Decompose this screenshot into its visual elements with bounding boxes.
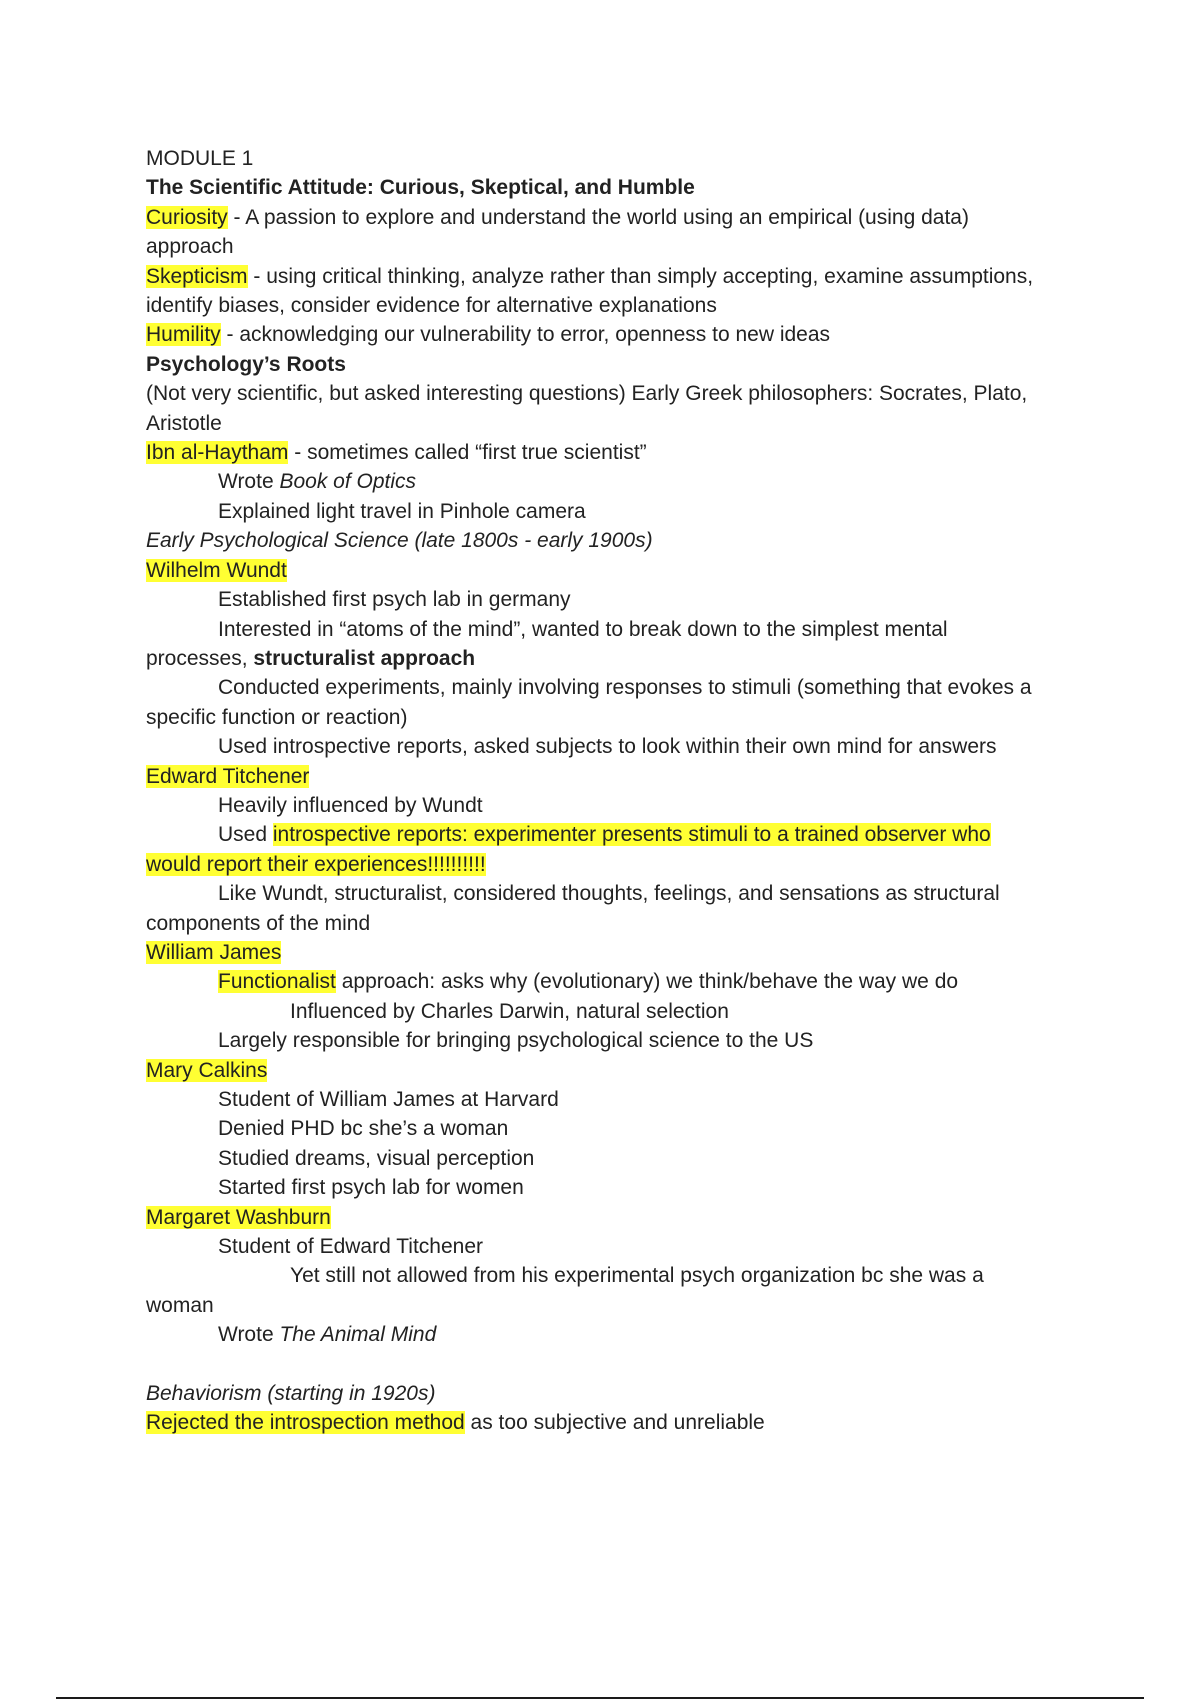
processes-prefix: processes, — [146, 646, 254, 670]
wrote-prefix-washburn: Wrote — [218, 1323, 280, 1347]
wundt-experiments: Conducted experiments, mainly involving responses to stimuli (something that evokes a — [218, 676, 1032, 700]
early-psych-science-heading: Early Psychological Science (late 1800s - early 1900s) — [146, 529, 653, 553]
rejected-rest: as too subjective and unreliable — [464, 1411, 765, 1435]
james-us: Largely responsible for bringing psychological science to the US — [218, 1029, 814, 1053]
functionalist-approach: approach: asks why (evolutionary) we think/behave the way we do — [335, 970, 959, 994]
titchener-name: Edward Titchener — [146, 764, 310, 788]
calkins-name: Mary Calkins — [146, 1058, 268, 1082]
james-darwin: Influenced by Charles Darwin, natural selection — [290, 999, 729, 1023]
rejected-line — [146, 1408, 1106, 1437]
document-body — [146, 144, 1106, 1438]
titchener-line — [146, 762, 1106, 791]
wundt-line — [146, 556, 1106, 585]
skepticism-definition: - using critical thinking, analyze rather than simply accepting, examine assumptions, — [247, 264, 1034, 288]
haytham-description: - sometimes called “first true scientist” — [288, 441, 647, 465]
roots-text: (Not very scientific, but asked interesting questions) Early Greek philosophers: Socrates, Plato, — [146, 382, 1028, 406]
calkins-phd: Denied PHD bc she’s a woman — [218, 1117, 509, 1141]
washburn-line — [146, 1203, 1106, 1232]
wundt-lab: Established first psych lab in germany — [218, 588, 571, 612]
wundt-processes — [146, 644, 1106, 673]
module-label: MODULE 1 — [146, 147, 254, 170]
washburn-not-allowed-cont: woman — [146, 1293, 214, 1317]
blank-line — [146, 1350, 1106, 1379]
curiosity-line — [146, 203, 1106, 232]
wundt-name: Wilhelm Wundt — [146, 558, 287, 582]
haytham-line — [146, 438, 1106, 467]
washburn-wrote — [146, 1320, 1106, 1349]
skepticism-line — [146, 262, 1106, 291]
the-animal-mind: The Animal Mind — [279, 1323, 437, 1347]
skepticism-term: Skepticism — [146, 264, 248, 288]
skepticism-definition-cont: identify biases, consider evidence for alternative explanations — [146, 294, 717, 318]
curiosity-definition-cont: approach — [146, 235, 234, 259]
james-name: William James — [146, 940, 282, 964]
page-bottom-rule — [56, 1697, 1144, 1699]
calkins-line — [146, 1056, 1106, 1085]
heading-psychology-roots: Psychology’s Roots — [146, 352, 346, 376]
wundt-atoms: Interested in “atoms of the mind”, wanted to break down to the simplest mental — [218, 617, 948, 641]
curiosity-definition: - A passion to explore and understand the world using an empirical (using data) — [227, 205, 969, 229]
calkins-student: Student of William James at Harvard — [218, 1088, 559, 1111]
introspective-reports-highlight-cont: would report their experiences!!!!!!!!!! — [146, 852, 486, 876]
curiosity-term: Curiosity — [146, 205, 228, 229]
rejected-highlight: Rejected the introspection method — [146, 1411, 465, 1435]
wundt-introspective: Used introspective reports, asked subjects to look within their own mind for answers — [218, 735, 997, 759]
humility-term: Humility — [146, 323, 221, 347]
roots-text-cont: Aristotle — [146, 411, 222, 435]
haytham-pinhole: Explained light travel in Pinhole camera — [218, 499, 586, 523]
wrote-prefix: Wrote — [218, 470, 280, 494]
james-functionalist — [146, 967, 1106, 996]
calkins-lab: Started first psych lab for women — [218, 1176, 524, 1200]
washburn-name: Margaret Washburn — [146, 1205, 331, 1229]
book-of-optics: Book of Optics — [279, 470, 417, 494]
introspective-reports-highlight: introspective reports: experimenter presents stimuli to a trained observer who — [272, 823, 991, 847]
heading-scientific-attitude: The Scientific Attitude: Curious, Skeptical, and Humble — [146, 176, 695, 200]
james-line — [146, 938, 1106, 967]
titchener-used — [146, 820, 1106, 849]
structuralist-approach: structuralist approach — [253, 646, 476, 670]
titchener-influenced: Heavily influenced by Wundt — [218, 793, 483, 817]
titchener-like-wundt: Like Wundt, structuralist, considered thoughts, feelings, and sensations as structural — [218, 882, 1000, 906]
humility-definition: - acknowledging our vulnerability to error, openness to new ideas — [220, 323, 831, 347]
titchener-like-wundt-cont: components of the mind — [146, 911, 371, 935]
functionalist-term: Functionalist — [218, 970, 336, 994]
titchener-used-cont — [146, 850, 1106, 879]
calkins-dreams: Studied dreams, visual perception — [218, 1146, 535, 1170]
humility-line — [146, 320, 1106, 349]
wundt-experiments-cont: specific function or reaction) — [146, 705, 408, 729]
washburn-student: Student of Edward Titchener — [218, 1235, 483, 1259]
haytham-wrote — [146, 467, 1106, 496]
washburn-not-allowed: Yet still not allowed from his experimental psych organization bc she was a — [290, 1264, 984, 1288]
behaviorism-heading: Behaviorism (starting in 1920s) — [146, 1382, 436, 1406]
used-prefix: Used — [218, 823, 273, 847]
haytham-name: Ibn al-Haytham — [146, 441, 289, 465]
